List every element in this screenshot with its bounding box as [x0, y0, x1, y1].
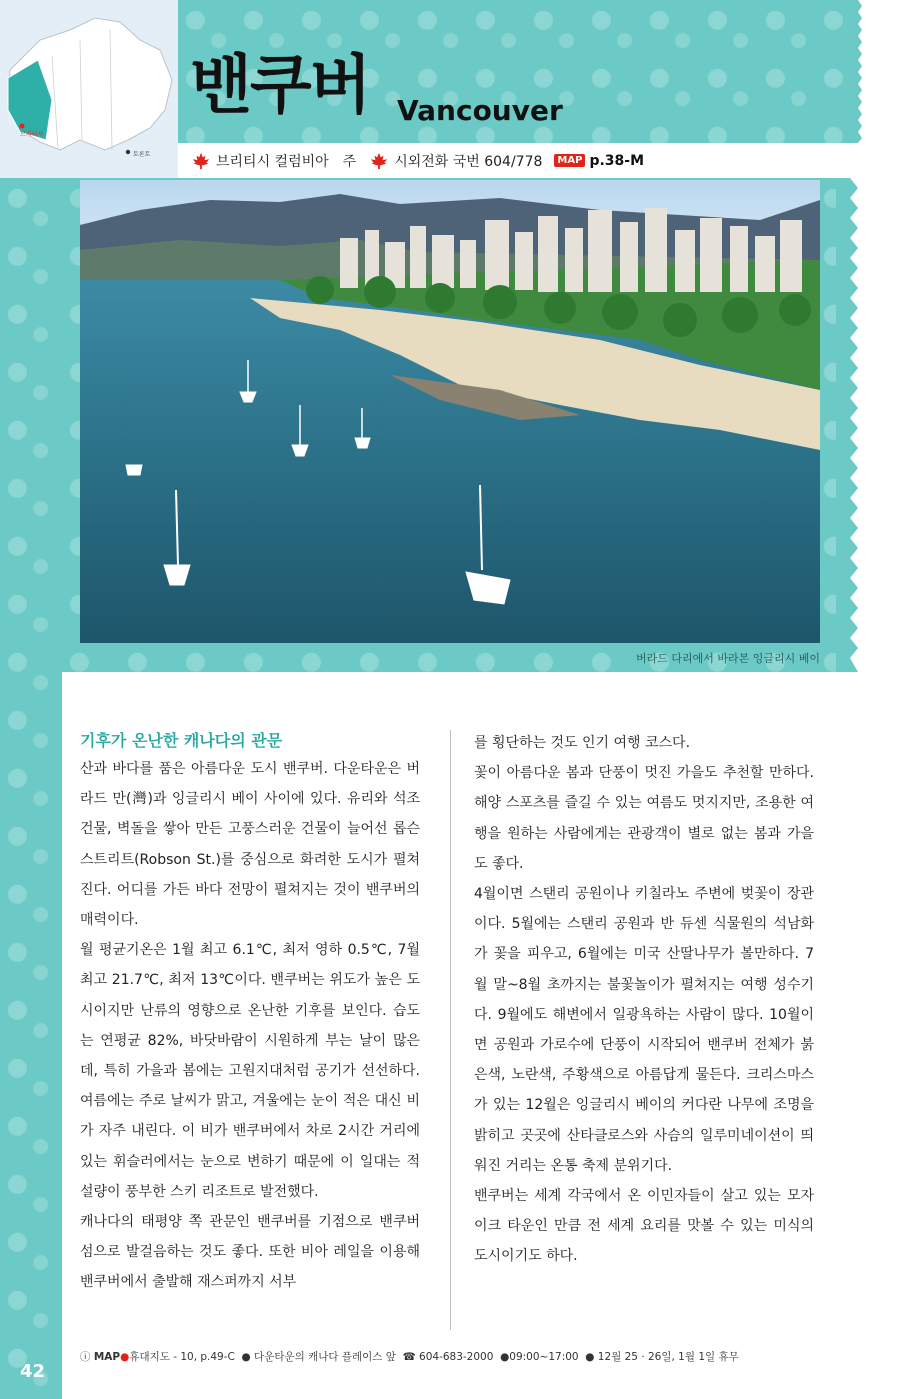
article-column-2: [474, 728, 814, 1272]
map-label-bc: 브리티시: [20, 131, 44, 138]
article-paragraph: 밴쿠버는 세계 각국에서 온 이민자들이 살고 있는 모자이크 타운인 만큼 전 세계 요리를 맛볼 수 있는 미식의 도시이기도 하다.: [474, 1188, 814, 1265]
footer-address: 다운타운의 캐나다 플레이스 앞: [254, 1351, 396, 1363]
article-paragraph: 꽃이 아름다운 봄과 단풍이 멋진 가을도 추천할 만하다. 해양 스포츠를 즐길 수 있는 여름도 멋지지만, 조용한 여행을 원하는 사람에게는 관광객이 별로 없는 봄과 가을도 좋다.: [474, 765, 814, 872]
article-paragraph: 월 평균기온은 1월 최고 6.1℃, 최저 영하 0.5℃, 7월 최고 21.7℃, 최저 13℃이다. 밴쿠버는 위도가 높은 도시이지만 난류의 영향으로 온난한 기후를 보인다. 습도는 연평균 82%, 바닷바람이 시원하게 부는 날이 많은데, 특히 가을과 봄에는 고원지대처럼 공기가 선선하다. 여름에는 주로 날씨가 맑고, 겨울에는 눈이 적은 대신 비가 자주 내린다. 이 비가 밴쿠버에서 차로 2시간 거리에 있는 휘슬러에서는 눈으로 변하기 때문에 이 일대는 적설량이 풍부한 스키 리조트로 발전했다.: [80, 942, 420, 1200]
footer-map-value: 휴대지도 - 10, p.49-C: [129, 1351, 235, 1363]
canada-map-graphic: [0, 0, 178, 178]
footer-closed: 12월 25 · 26일, 1월 1일 휴무: [597, 1351, 739, 1363]
area-code-text: 시외전화 국번 604/778: [394, 153, 543, 170]
map-label-toronto: 토론토: [133, 151, 151, 158]
province-suffix: 주: [342, 153, 357, 170]
article-paragraph: 캐나다의 태평양 쪽 관문인 밴쿠버를 기점으로 밴쿠버 섬으로 발걸음하는 것도 좋다. 또한 비아 레일을 이용해 밴쿠버에서 출발해 재스퍼까지 서부: [80, 1214, 420, 1291]
article-heading: 기후가 온난한 캐나다의 관문: [80, 731, 283, 750]
footer-info-line: ⓘ MAP●휴대지도 - 10, p.49-C ● 다운타운의 캐나다 플레이스 앞 ☎ 604-683-2000 ●09:00~17:00 ● 12월 25 · 26일, 1월 1일 휴무: [80, 1351, 739, 1363]
page-number: 42: [20, 1361, 46, 1382]
photo-frame-zigzag-edge: [836, 178, 858, 672]
article-paragraph: 를 횡단하는 것도 인기 여행 코스다.: [474, 735, 691, 751]
map-page-ref: p.38-M: [589, 152, 645, 169]
column-divider: [450, 730, 451, 1330]
city-info-bar: [178, 143, 858, 178]
canada-locator-map: [0, 0, 178, 178]
maple-leaf-icon: [192, 152, 210, 170]
english-bay-photo: [80, 180, 820, 643]
article-column-1: [80, 728, 420, 1298]
footer-hours: ●09:00~17:00: [500, 1351, 579, 1363]
page-title-english: Vancouver: [397, 94, 563, 127]
maple-leaf-icon: [370, 152, 388, 170]
photo-caption: 버라드 다리에서 바라본 잉글리시 베이: [635, 652, 820, 665]
footer-map-label: MAP: [93, 1351, 121, 1363]
left-decorative-band: [0, 178, 62, 1399]
article-paragraph: 4월이면 스탠리 공원이나 키칠라노 주변에 벚꽃이 장관이다. 5월에는 스탠리 공원과 반 듀센 식물원의 석남화가 꽃을 피우고, 6월에는 미국 산딸나무가 볼만하다. 7월 말~8월 초까지는 불꽃놀이가 펼쳐지는 여행 성수기다. 9월에도 해변에서 일광욕하는 사람이 많다. 10월이면 공원과 가로수에 단풍이 시작되어 밴쿠버 전체가 붉은색, 노란색, 주황색으로 아름답게 물든다. 크리스마스가 있는 12월은 잉글리시 베이의 커다란 나무에 조명을 밝히고 곳곳에 산타클로스와 사슴의 일루미네이션이 띄워진 거리는 온통 축제 분위기다.: [474, 886, 814, 1174]
province-text: 브리티시 컬럼비아: [216, 153, 329, 170]
page-title-korean: 밴쿠버: [190, 49, 370, 123]
footer-phone: ☎ 604-683-2000: [402, 1351, 494, 1363]
info-icon: ⓘ: [80, 1351, 91, 1363]
article-paragraph: 산과 바다를 품은 아름다운 도시 밴쿠버. 다운타운은 버라드 만(灣)과 잉글리시 베이 사이에 있다. 유리와 석조 건물, 벽돌을 쌓아 만든 고풍스러운 건물이 늘어선 롭슨 스트리트(Robson St.)를 중심으로 화려한 도시가 펼쳐진다. 어디를 가든 바다 전망이 펼쳐지는 것이 밴쿠버의 매력이다.: [80, 761, 420, 929]
header-zigzag-edge: [846, 0, 862, 143]
map-badge: MAP: [554, 154, 585, 167]
